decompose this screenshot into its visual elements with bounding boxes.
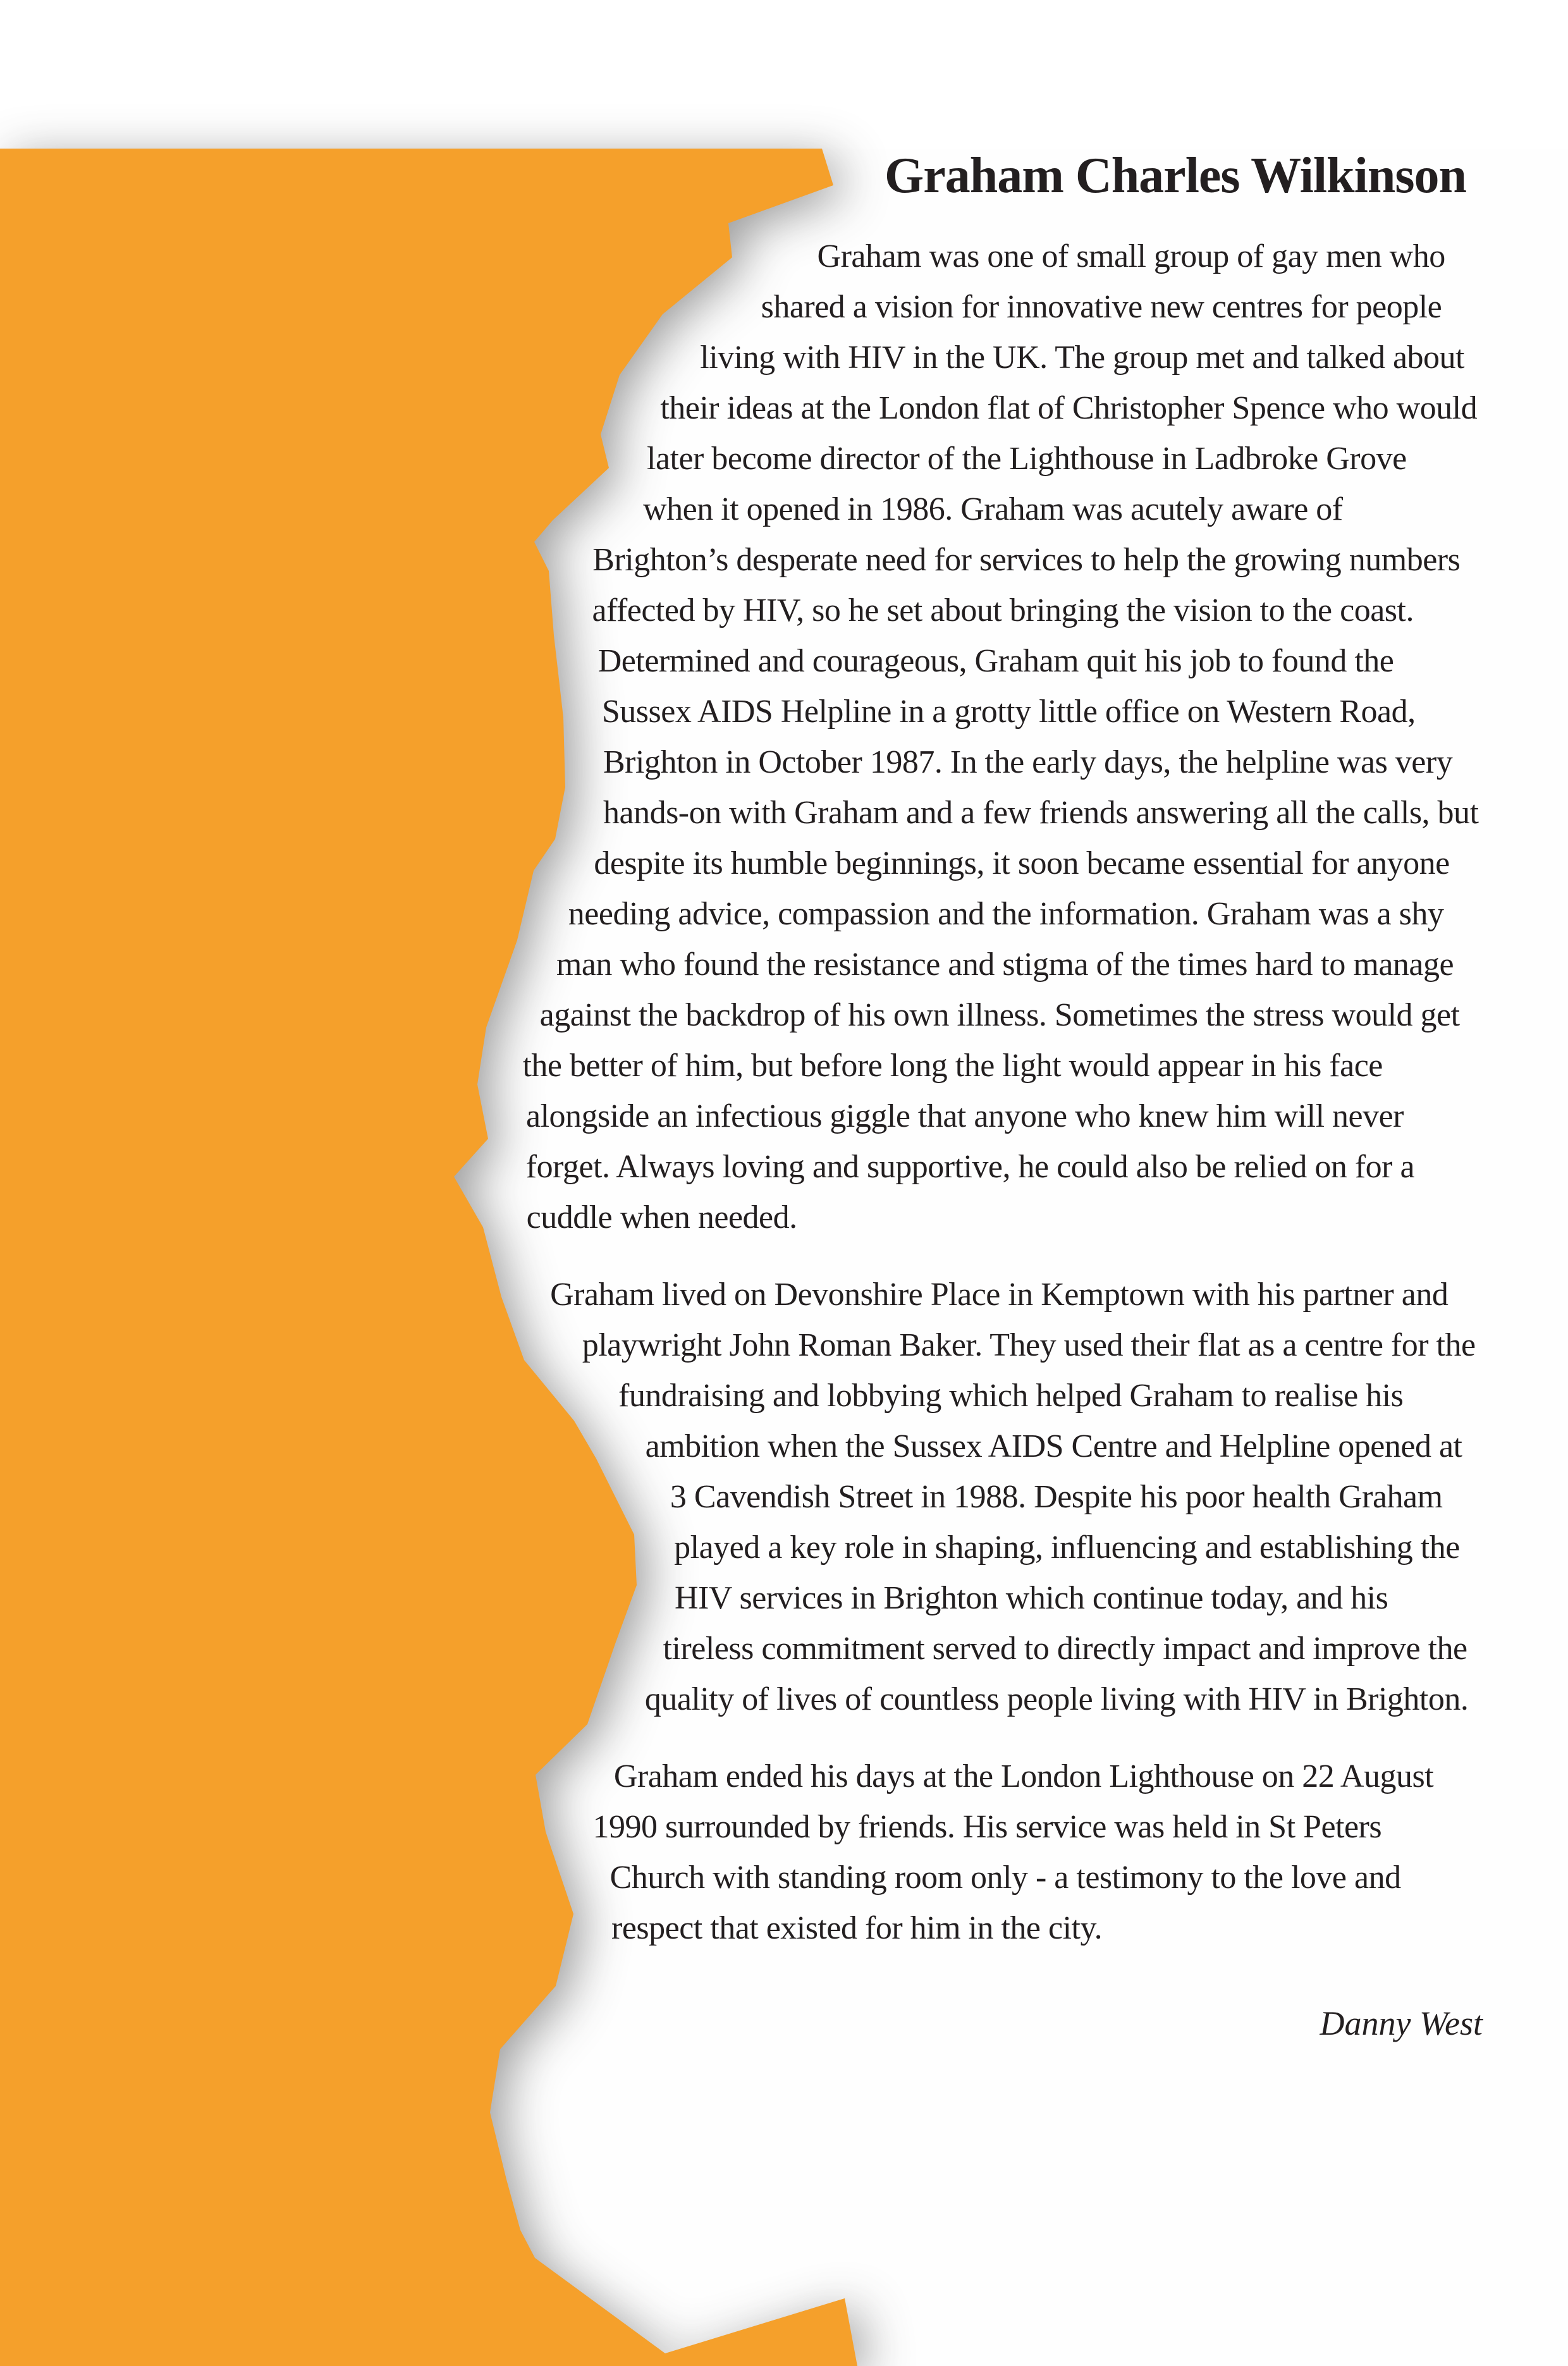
body-paragraph-2: Graham lived on Devonshire Place in Kemptown with his partner and playwright John Roman Baker. They used their flat as a centre for the fundraising and lobbying which helped Graham to realise his ambition when the Sussex AIDS Centre and Helpline opened at 3 Cavendish Street in 1988. Despite his poor health Graham played a key role in shaping, influencing and establishing the HIV services in Brighton which continue today, and his tireless commitment served to directly impact and improve the quality of lives of countless people living with HIV in Brighton. <box>550 1277 1476 1717</box>
body-paragraph-3: Graham ended his days at the London Lighthouse on 22 August 1990 surrounded by friends. His service was held in St Peters Church with standing room only - a testimony to the love and respect that existed for him in the city. <box>592 1758 1434 1946</box>
page-title: Graham Charles Wilkinson <box>885 148 1466 204</box>
torn-paper-float <box>0 149 885 2366</box>
signature-author: Danny West <box>1320 2004 1483 2042</box>
torn-paper-shape <box>0 149 885 2366</box>
body-paragraph-1: Graham was one of small group of gay men who shared a vision for innovative new centres for people living with HIV in the UK. The group met and talked about their ideas at the London flat of Christopher Spence who would later become director of the Lighthouse in Ladbroke Grove when it opened in 1986. Graham was acutely aware of Brighton’s desperate need for services to help the growing numbers affected by HIV, so he set about bringing the vision to the coast. Determined and courageous, Graham quit his job to found the Sussex AIDS Helpline in a grotty little office on Western Road, Brighton in October 1987. In the early days, the helpline was very hands-on with Graham and a few friends answering all the calls, but despite its humble beginnings, it soon became essential for anyone needing advice, compassion and the information. Graham was a shy man who found the resistance and stigma of the times hard to manage against the backdrop of his own illness. Sometimes the stress would get the better of him, but before long the light would appear in his face alongside an infectious giggle that anyone who knew him will never forget. Always loving and supportive, he could also be relied on for a cuddle when needed. <box>522 238 1479 1235</box>
document-page <box>0 149 1568 2366</box>
torn-paper-shape-polygon <box>0 149 857 2366</box>
